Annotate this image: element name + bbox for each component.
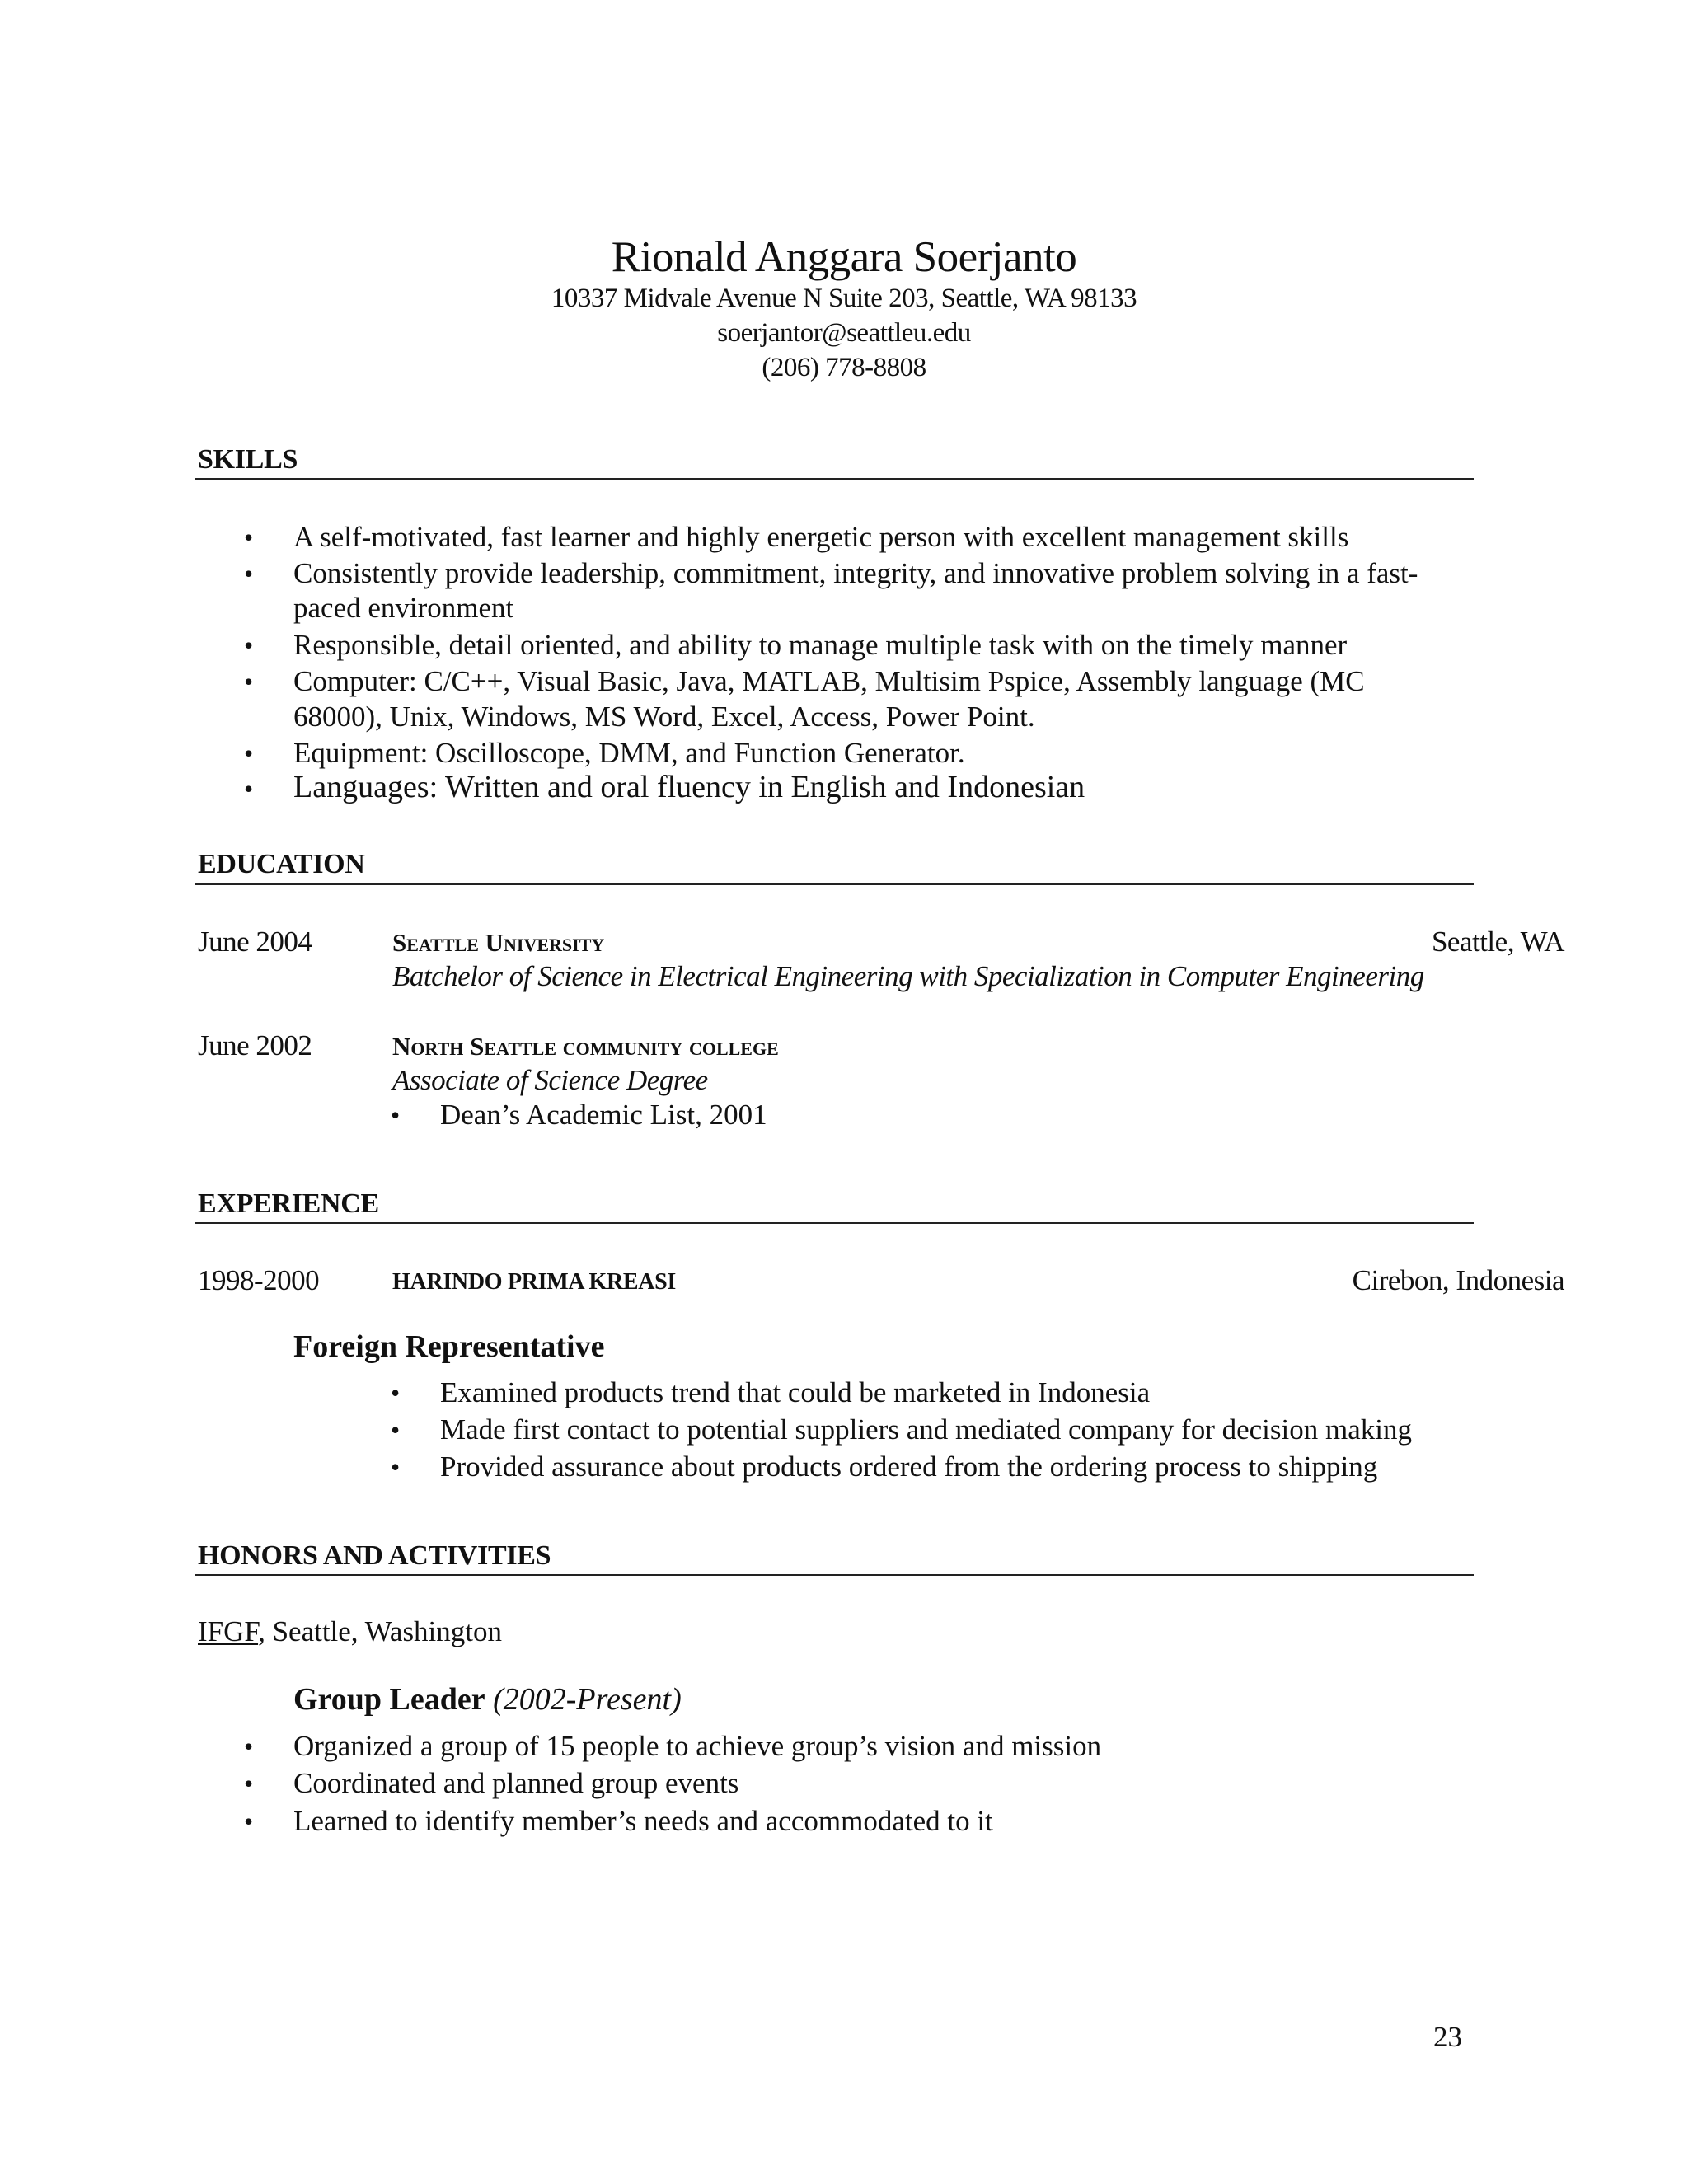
- education-date: June 2004: [198, 926, 312, 958]
- honors-duty: Learned to identify member’s needs and accommodated to it: [293, 1805, 993, 1837]
- skill-item: Equipment: Oscilloscope, DMM, and Function Generator.: [293, 737, 965, 769]
- bullet-icon: •: [391, 1415, 401, 1445]
- experience-company: HARINDO PRIMA KREASI: [392, 1269, 677, 1295]
- experience-duty: Made first contact to potential suppliers and mediated company for decision making: [440, 1413, 1412, 1446]
- education-divider: [195, 883, 1474, 885]
- bullet-icon: •: [244, 667, 254, 696]
- bullet-icon: •: [244, 774, 254, 804]
- experience-location: Cirebon, Indonesia: [1352, 1264, 1564, 1296]
- bullet-icon: •: [244, 1807, 254, 1836]
- skill-item-continued: 68000), Unix, Windows, MS Word, Excel, Access, Power Point.: [293, 701, 1035, 733]
- honors-organization-line: [198, 1614, 502, 1650]
- address: 10337 Midvale Avenue N Suite 203, Seattle, WA 98133: [551, 284, 1137, 313]
- honors-organization-location: , Seattle, Washington: [258, 1615, 503, 1647]
- skill-item: Responsible, detail oriented, and ability to manage multiple task with on the timely manner: [293, 629, 1348, 661]
- page-number: 23: [1433, 2021, 1462, 2053]
- bullet-icon: •: [244, 559, 254, 588]
- bullet-icon: •: [391, 1378, 401, 1408]
- phone: (206) 778-8808: [762, 353, 926, 382]
- skill-item: Languages: Written and oral fluency in English and Indonesian: [293, 770, 1085, 804]
- resume-name: Rionald Anggara Soerjanto: [611, 233, 1077, 281]
- bullet-icon: •: [244, 1769, 254, 1798]
- education-degree: Batchelor of Science in Electrical Engineering with Specialization in Computer Engineering: [392, 960, 1424, 992]
- education-honor: Dean’s Academic List, 2001: [440, 1099, 767, 1131]
- experience-date: 1998-2000: [198, 1264, 320, 1296]
- honors-divider: [195, 1574, 1474, 1576]
- experience-divider: [195, 1222, 1474, 1224]
- skill-item: A self-motivated, fast learner and highly energetic person with excellent management skills: [293, 521, 1349, 553]
- honors-role: Group Leader: [293, 1682, 485, 1717]
- education-school: North Seattle community college: [392, 1032, 779, 1061]
- bullet-icon: •: [244, 1732, 254, 1761]
- honors-heading: HONORS AND ACTIVITIES: [198, 1540, 551, 1571]
- education-degree: Associate of Science Degree: [392, 1064, 708, 1096]
- bullet-icon: •: [391, 1100, 401, 1130]
- honors-organization: IFGF: [198, 1615, 259, 1647]
- education-heading: EDUCATION: [198, 849, 365, 879]
- education-school: Seattle University: [392, 928, 605, 957]
- email: soerjantor@seattleu.edu: [717, 318, 971, 348]
- skill-item: Computer: C/C++, Visual Basic, Java, MATLAB, Multisim Pspice, Assembly language (MC: [293, 665, 1365, 697]
- skills-divider: [195, 478, 1474, 480]
- experience-role: Foreign Representative: [293, 1329, 605, 1364]
- education-location: Seattle, WA: [1431, 926, 1564, 958]
- honors-duty: Coordinated and planned group events: [293, 1767, 739, 1799]
- experience-duty: Provided assurance about products ordered from the ordering process to shipping: [440, 1451, 1378, 1483]
- bullet-icon: •: [244, 523, 254, 552]
- skill-item-continued: paced environment: [293, 592, 514, 624]
- skills-heading: SKILLS: [198, 444, 298, 475]
- bullet-icon: •: [244, 738, 254, 768]
- honors-role-period: (2002-Present): [493, 1682, 682, 1717]
- education-date: June 2002: [198, 1029, 312, 1062]
- honors-duty: Organized a group of 15 people to achieve group’s vision and mission: [293, 1730, 1102, 1762]
- experience-heading: EXPERIENCE: [198, 1188, 379, 1219]
- skill-item: Consistently provide leadership, commitment, integrity, and innovative problem solving in a fast-: [293, 557, 1418, 589]
- bullet-icon: •: [391, 1452, 401, 1482]
- experience-duty: Examined products trend that could be marketed in Indonesia: [440, 1376, 1151, 1408]
- bullet-icon: •: [244, 630, 254, 660]
- honors-role-line: [293, 1681, 682, 1718]
